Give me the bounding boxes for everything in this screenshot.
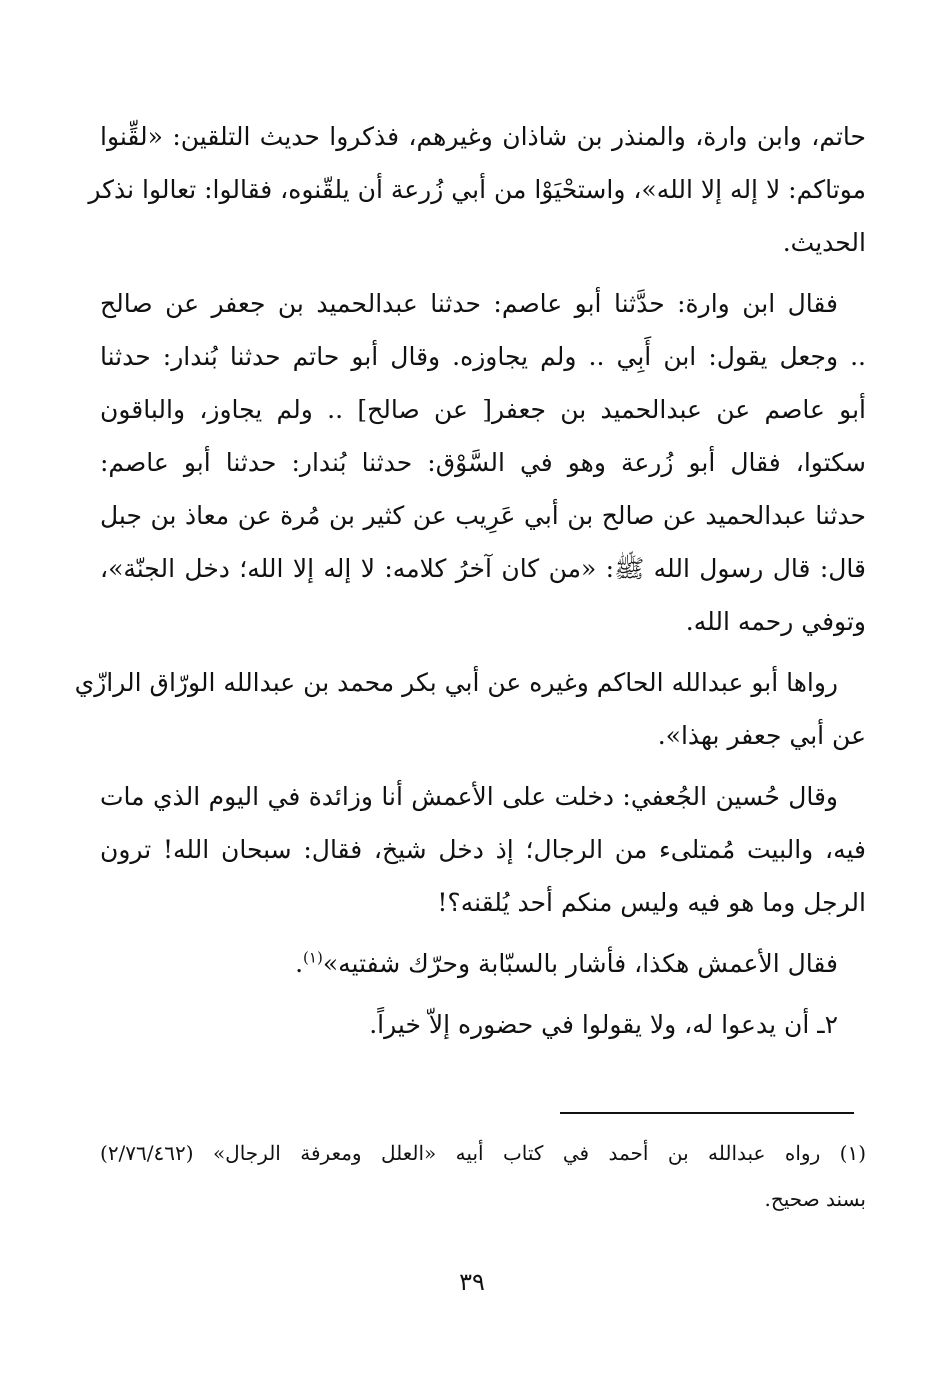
text-line: وقال حُسين الجُعفي: دخلت على الأعمش أنا وزائدة في اليوم الذي مات <box>100 782 838 811</box>
text-line: حدثنا عبدالحميد عن صالح بن أبي عَرِيب عن كثير بن مُرة عن معاذ بن جبل <box>100 501 866 530</box>
text-line: وتوفي رحمه الله. <box>685 607 866 636</box>
text-line: أبو عاصم عن عبدالحميد بن جعفر[ عن صالح] .. ولم يجاوز، والباقون <box>100 395 866 424</box>
text-line: فقال ابن وارة: حدَّثنا أبو عاصم: حدثنا عبدالحميد بن جعفر عن صالح <box>100 289 838 318</box>
page-body <box>74 110 866 1059</box>
footnotes <box>100 1130 866 1222</box>
text-line-content: فقال الأعمش هكذا، فأشار بالسبّابة وحرّك شفتيه» <box>322 949 838 978</box>
paragraph-1 <box>88 110 866 269</box>
text-line: الحديث. <box>782 228 866 257</box>
footnote-reference[interactable]: (١) <box>303 948 323 967</box>
footnote-separator <box>560 1112 854 1114</box>
text-line: ٢ـ أن يدعوا له، ولا يقولوا في حضوره إلاّ خيراً. <box>369 1010 838 1039</box>
text-line: قال: قال رسول الله ﷺ: «من كان آخرُ كلامه: لا إله إلا الله؛ دخل الجنّة»، <box>100 554 866 583</box>
footnote-line: بسند صحيح. <box>764 1187 866 1211</box>
text-line: عن أبي جعفر بهذا». <box>657 721 866 750</box>
text-line: موتاكم: لا إله إلا الله»، واستحْيَوْا من أبي زُرعة أن يلقّنوه، فقالوا: تعالوا نذكر <box>88 175 866 204</box>
paragraph-2 <box>100 277 866 648</box>
text-line: الرجل وما هو فيه وليس منكم أحد يُلقنه؟! <box>437 888 866 917</box>
paragraph-6 <box>100 998 866 1051</box>
text-line: فيه، والبيت مُمتلىء من الرجال؛ إذ دخل شيخ، فقال: سبحان الله! ترون <box>100 835 866 864</box>
text-line: رواها أبو عبدالله الحاكم وغيره عن أبي بكر محمد بن عبدالله الورّاق الرازّي <box>74 668 838 697</box>
text-line <box>100 937 866 990</box>
text-line: سكتوا، فقال أبو زُرعة وهو في السَّوْق: حدثنا بُندار: حدثنا أبو عاصم: <box>100 448 866 477</box>
paragraph-5 <box>100 937 866 990</box>
paragraph-3 <box>74 656 866 762</box>
paragraph-4 <box>100 770 866 929</box>
sentence-end: . <box>295 949 304 978</box>
page-number: ٣٩ <box>459 1268 485 1296</box>
footnote-line: (١) رواه عبدالله بن أحمد في كتاب أبيه «العلل ومعرفة الرجال» (٢/٧٦/٤٦٢) <box>100 1141 866 1165</box>
text-line: حاتم، وابن وارة، والمنذر بن شاذان وغيرهم، فذكروا حديث التلقين: «لقِّنوا <box>100 122 866 151</box>
text-line: .. وجعل يقول: ابن أَبِي .. ولم يجاوزه. وقال أبو حاتم حدثنا بُندار: حدثنا <box>100 342 866 371</box>
